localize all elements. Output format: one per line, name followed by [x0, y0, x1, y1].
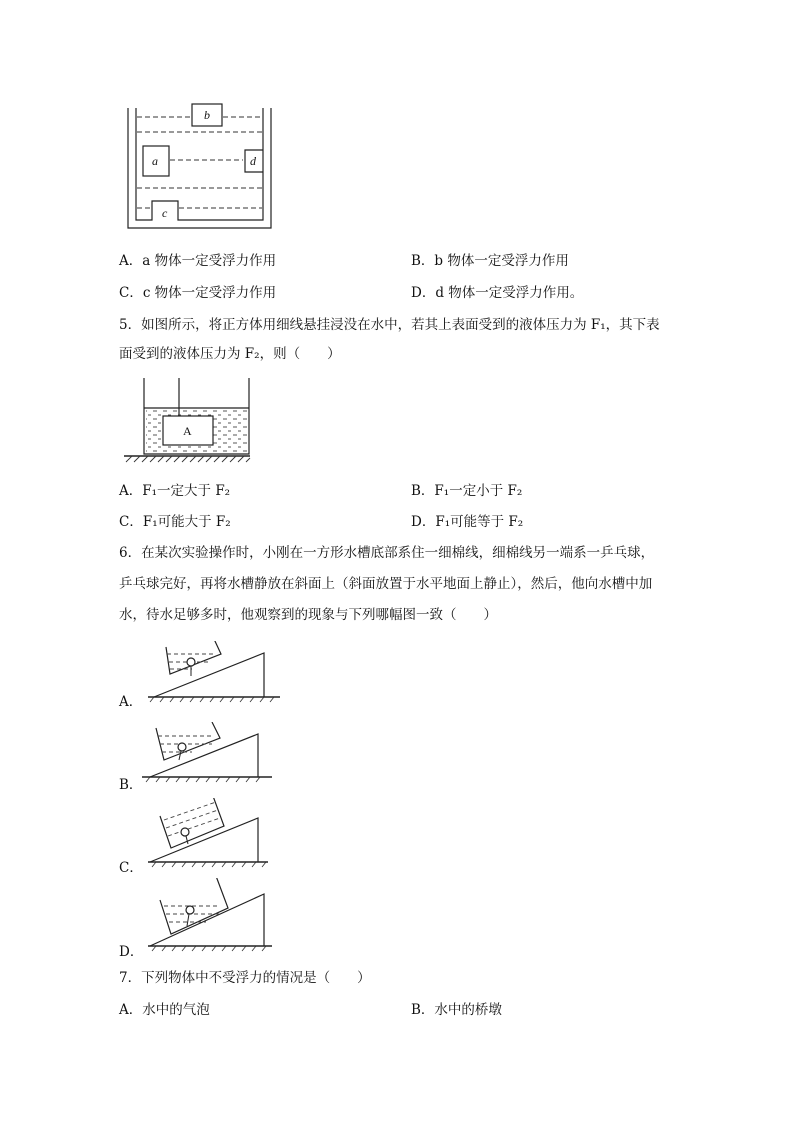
- q4-figure: [125, 100, 275, 232]
- q6-option-d: D．: [119, 944, 144, 960]
- q7-option-b: B．水中的桥墩: [411, 1002, 502, 1018]
- q6-option-c: C．: [119, 860, 143, 876]
- q5-label-a: A: [183, 424, 192, 438]
- q5-option-d: D．F₁可能等于 F₂: [411, 514, 524, 530]
- q4-option-b: B．b 物体一定受浮力作用: [411, 253, 569, 269]
- q6-option-b: B．: [119, 777, 143, 793]
- q5-stem-line1: 5．如图所示，将正方体用细线悬挂浸没在水中，若其上表面受到的液体压力为 F₁，其下表: [119, 317, 660, 333]
- q5-option-a: A．F₁一定大于 F₂: [119, 483, 231, 499]
- q6-stem-line1: 6．在某次实验操作时，小刚在一方形水槽底部系住一细棉线，细棉线另一端系一乒乓球，: [119, 545, 655, 561]
- q6-figure-d: [146, 878, 276, 952]
- q4-option-a: A．a 物体一定受浮力作用: [119, 253, 277, 269]
- q6-figure-c: [146, 798, 274, 870]
- q5-option-c: C．F₁可能大于 F₂: [119, 514, 231, 530]
- q5-stem-line2: 面受到的液体压力为 F₂，则（ ）: [119, 346, 341, 362]
- q6-figure-b: [142, 722, 276, 786]
- q6-option-a: A．: [119, 694, 143, 710]
- q4-label-c: c: [162, 206, 168, 220]
- q4-label-d: d: [250, 154, 256, 168]
- q7-option-a: A．水中的气泡: [119, 1002, 210, 1018]
- q6-stem-line2: 乒乓球完好，再将水槽静放在斜面上（斜面放置于水平地面上静止），然后，他向水槽中加: [119, 576, 653, 592]
- q7-stem: 7．下列物体中不受浮力的情况是（ ）: [119, 970, 371, 986]
- q4-option-d: D．d 物体一定受浮力作用。: [411, 285, 584, 301]
- q4-option-c: C．c 物体一定受浮力作用: [119, 285, 277, 301]
- q6-stem-line3: 水，待水足够多时，他观察到的现象与下列哪幅图一致（ ）: [119, 607, 497, 623]
- q5-option-b: B．F₁一定小于 F₂: [411, 483, 523, 499]
- q6-figure-a: [148, 641, 282, 707]
- q4-label-a: a: [152, 154, 158, 168]
- q5-figure: [122, 376, 252, 464]
- q4-label-b: b: [204, 108, 210, 122]
